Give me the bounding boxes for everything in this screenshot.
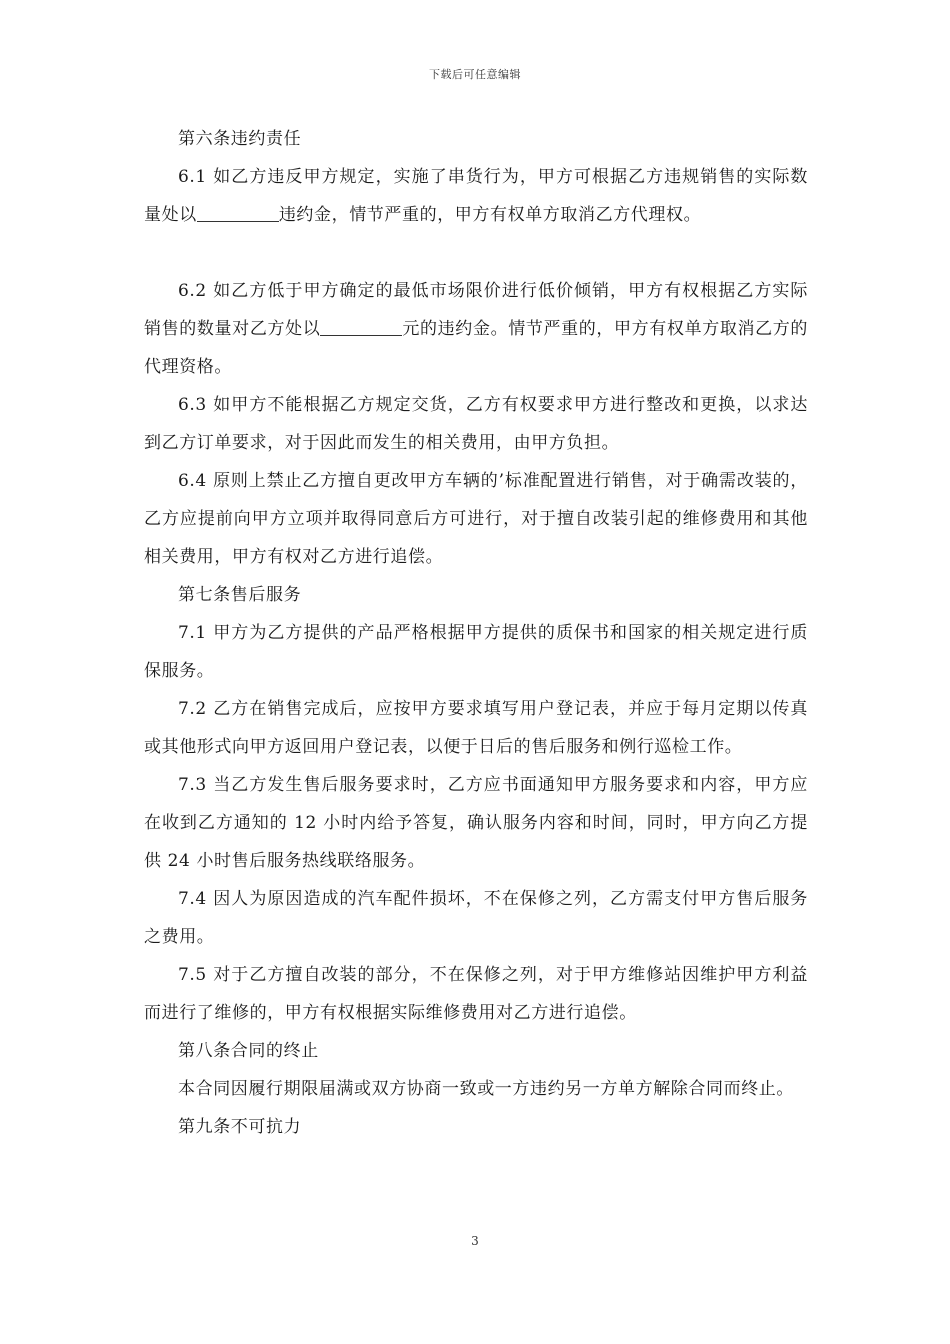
clause-6-3: 6.3 如甲方不能根据乙方规定交货，乙方有权要求甲方进行整改和更换，以求达到乙方订单要求，对于因此而发生的相关费用，由甲方负担。: [144, 395, 808, 453]
page-header: 下载后可任意编辑: [429, 68, 521, 81]
clause-6-2: [144, 272, 808, 386]
section-heading-9: 第九条不可抗力: [178, 1117, 302, 1137]
page-number: 3: [471, 1234, 479, 1248]
fill-in-blank: [197, 202, 279, 222]
clause-7-1: 7.1 甲方为乙方提供的产品严格根据甲方提供的质保书和国家的相关规定进行质保服务。: [144, 623, 808, 681]
clause-8: 本合同因履行期限届满或双方协商一致或一方违约另一方单方解除合同而终止。: [178, 1079, 794, 1099]
clause-7-4: 7.4 因人为原因造成的汽车配件损坏，不在保修之列，乙方需支付甲方售后服务之费用。: [144, 889, 808, 947]
clause-7-3: 7.3 当乙方发生售后服务要求时，乙方应书面通知甲方服务要求和内容，甲方应在收到乙方通知的 12 小时内给予答复，确认服务内容和时间，同时，甲方向乙方提供 24 小时售后服务热线联络服务。: [144, 775, 808, 871]
clause-6-1: [144, 158, 808, 234]
section-heading-7: 第七条售后服务: [178, 585, 302, 605]
clause-6-1-text-before: 6.1 如乙方违反甲方规定，实施了串货行为，甲方可根据乙方违规销售的实际数量处以: [144, 167, 808, 225]
clause-6-4: 6.4 原则上禁止乙方擅自更改甲方车辆的’标准配置进行销售，对于确需改装的，乙方应提前向甲方立项并取得同意后方可进行，对于擅自改装引起的维修费用和其他相关费用，甲方有权对乙方进行追偿。: [144, 471, 808, 567]
clause-6-1-text-after: 违约金，情节严重的，甲方有权单方取消乙方代理权。: [278, 205, 702, 225]
document-body: [144, 120, 808, 1146]
clause-7-2: 7.2 乙方在销售完成后，应按甲方要求填写用户登记表，并应于每月定期以传真或其他形式向甲方返回用户登记表，以便于日后的售后服务和例行巡检工作。: [144, 699, 808, 757]
section-heading-8: 第八条合同的终止: [178, 1041, 319, 1061]
fill-in-blank: [320, 316, 402, 336]
clause-6-2-text-after: 元的违约金。情节严重的，甲方有权单方取消乙方的代理资格。: [144, 319, 808, 377]
clause-6-2-text-before: 6.2 如乙方低于甲方确定的最低市场限价进行低价倾销，甲方有权根据乙方实际销售的数量对乙方处以: [144, 281, 808, 339]
clause-7-5: 7.5 对于乙方擅自改装的部分，不在保修之列，对于甲方维修站因维护甲方利益而进行了维修的，甲方有权根据实际维修费用对乙方进行追偿。: [144, 965, 808, 1023]
paragraph-gap: [144, 234, 808, 272]
section-heading-6: 第六条违约责任: [178, 129, 302, 149]
